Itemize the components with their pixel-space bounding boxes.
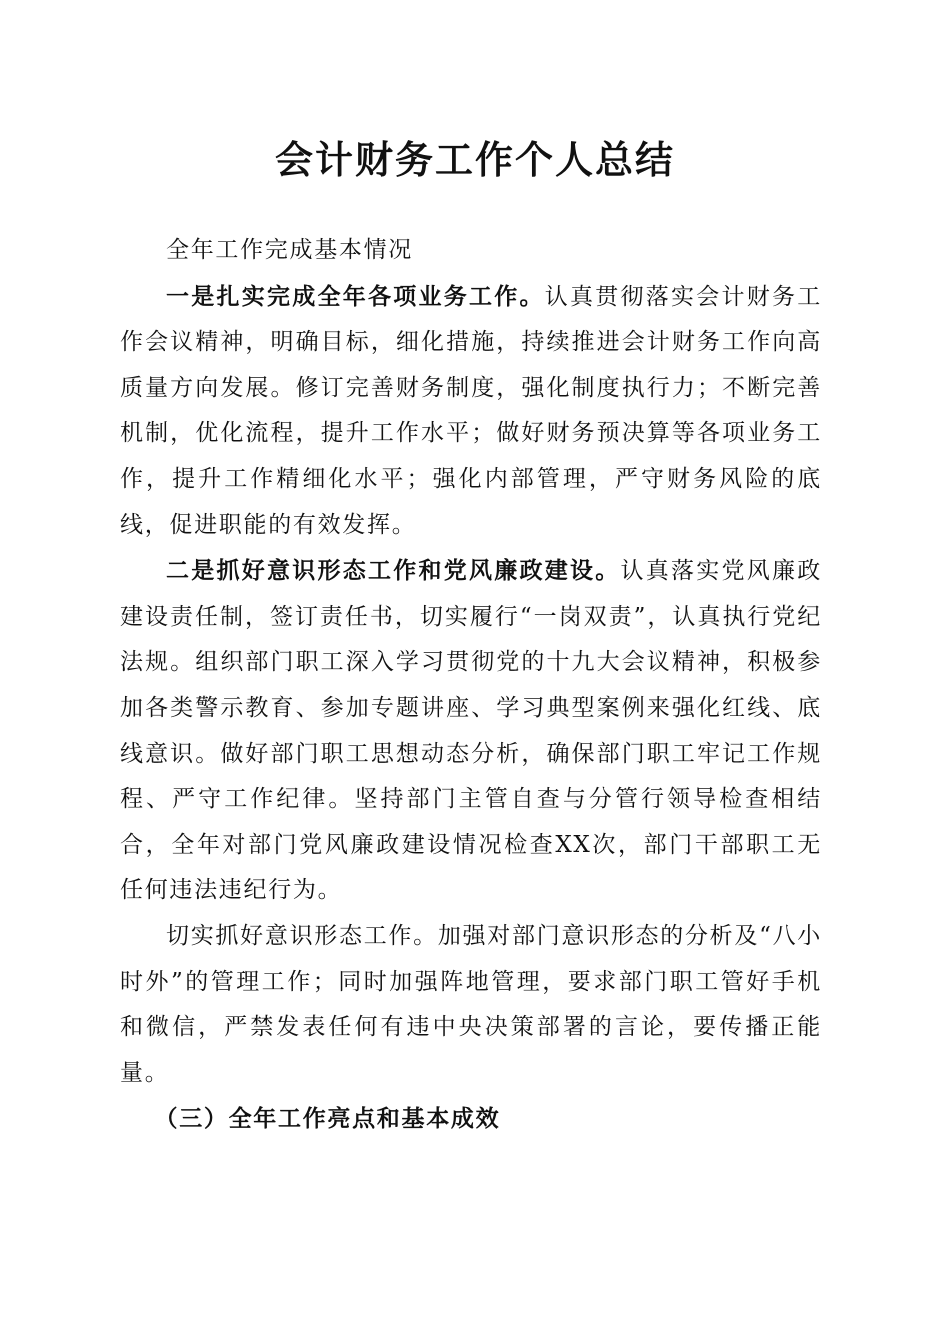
paragraph-1-text: 认真贯彻落实会计财务工作会议精神，明确目标，细化措施，持续推进会计财务工作向高质量方向发展。修订完善财务制度，强化制度执行力；不断完善机制，优化流程，提升工作水平；做好财务预决算等各项业务工作，提升工作精细化水平；强化内部管理，严守财务风险的底线，促进职能的有效发挥。 bbox=[120, 283, 823, 538]
paragraph-2-text: 认真落实党风廉政建设责任制，签订责任书，切实履行“一岗双责”，认真执行党纪法规。组织部门职工深入学习贯彻党的十九大会议精神，积极参加各类警示教育、参加专题讲座、学习典型案例来强化红线、底线意识。做好部门职工思想动态分析，确保部门职工牢记工作规程、严守工作纪律。坚持部门主管自查与分管行领导检查相结合，全年对部门党风廉政建设情况检查XX次，部门干部职工无任何违法违纪行为。 bbox=[120, 558, 822, 904]
paragraph-3-text: 切实抓好意识形态工作。加强对部门意识形态的分析及“八小时外”的管理工作；同时加强阵地管理，要求部门职工管好手机和微信，严禁发表任何有违中央决策部署的言论，要传播正能量。 bbox=[120, 922, 822, 1086]
paragraph-2-lead: 二是抓好意识形态工作和党风廉政建设。 bbox=[166, 557, 621, 585]
document-title: 会计财务工作个人总结 bbox=[274, 137, 675, 182]
section-heading: 全年工作完成基本情况 bbox=[166, 237, 413, 263]
document-body bbox=[120, 228, 822, 1142]
subsection-heading: （三）全年工作亮点和基本成效 bbox=[154, 1105, 501, 1133]
paragraph-1-lead: 一是扎实完成全年各项业务工作。 bbox=[166, 282, 545, 310]
paragraph-3 bbox=[120, 914, 822, 1096]
paragraph-2 bbox=[120, 548, 822, 914]
paragraph-1 bbox=[120, 274, 822, 549]
